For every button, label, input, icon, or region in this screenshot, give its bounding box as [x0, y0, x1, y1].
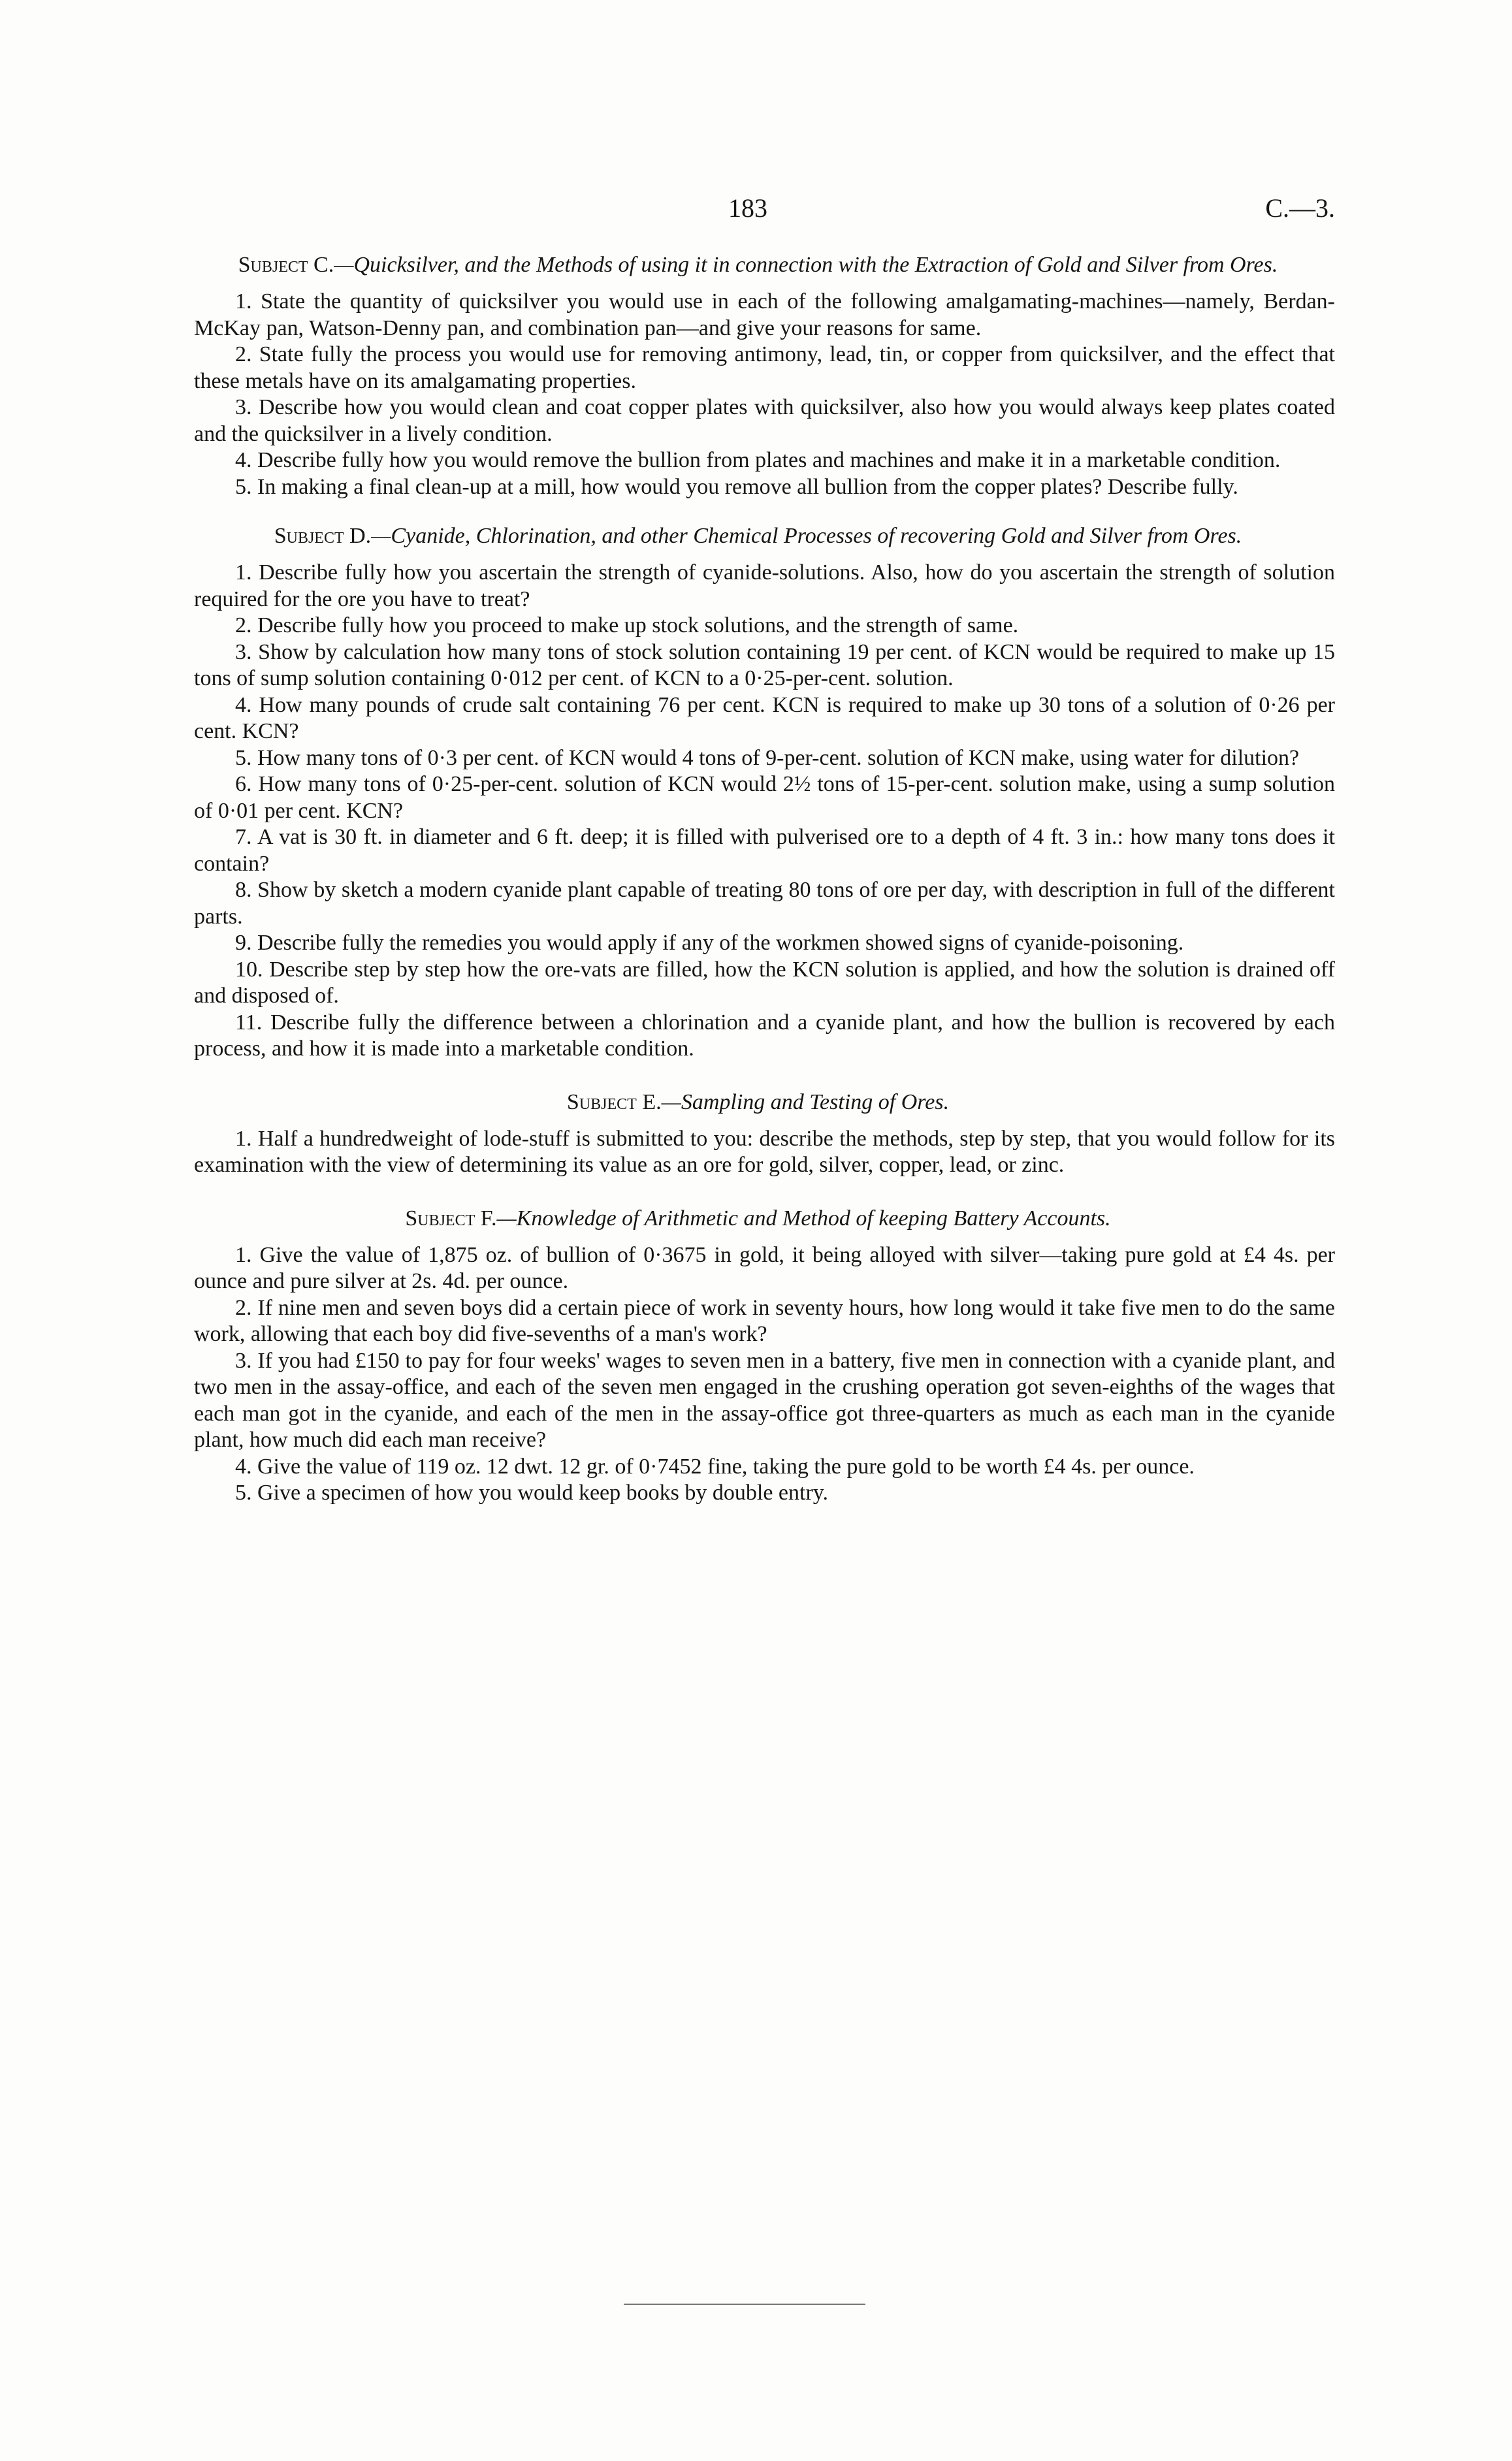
subject-f-section — [194, 1205, 1335, 1507]
subject-d-question-1: 1. Describe fully how you ascertain the strength of cyanide-solutions. Also, how do you ascertain the strength of solution required for the ore you have to treat? — [194, 560, 1335, 611]
subject-c-title: —Quicksilver, and the Methods of using it in connection with the Extraction of Gold and Silver from Ores. — [334, 253, 1278, 277]
subject-d-question-6: 6. How many tons of 0·25-per-cent. solution of KCN would 2½ tons of 15-per-cent. solution make, using a sump solution of 0·01 per cent. KCN? — [194, 772, 1335, 823]
subject-d-question-10: 10. Describe step by step how the ore-vats are filled, how the KCN solution is applied, and how the solution is drained off and disposed of. — [194, 957, 1335, 1008]
document-page — [194, 193, 1335, 1507]
subject-f-heading — [194, 1205, 1335, 1232]
subject-d-question-11: 11. Describe fully the difference between a chlorination and a cyanide plant, and how the bullion is recovered by each process, and how it is made into a marketable condition. — [194, 1010, 1335, 1061]
subject-d-question-9: 9. Describe fully the remedies you would apply if any of the workmen showed signs of cyanide-poisoning. — [235, 931, 1184, 955]
subject-d-section — [194, 523, 1335, 1063]
subject-c-question-5: 5. In making a final clean-up at a mill, how would you remove all bullion from the copper plates? Describe fully. — [235, 474, 1238, 499]
subject-f-label: Subject F. — [405, 1206, 497, 1230]
subject-c-question-4: 4. Describe fully how you would remove the bullion from plates and machines and make it in a marketable condition. — [235, 448, 1281, 472]
subject-d-question-5: 5. How many tons of 0·3 per cent. of KCN would 4 tons of 9-per-cent. solution of KCN make, using water for dilution? — [235, 745, 1300, 770]
subject-c-section — [194, 251, 1335, 500]
page-header — [194, 193, 1335, 232]
subject-c-question-2: 2. State fully the process you would use for removing antimony, lead, tin, or copper from quicksilver, and the effect that these metals have on its amalgamating properties. — [194, 342, 1335, 393]
page-reference: C.—3. — [1265, 193, 1335, 223]
subject-c-question-1: 1. State the quantity of quicksilver you would use in each of the following amalgamating-machines—namely, Berdan-McKay pan, Watson-Denny pan, and combination pan—and give your reasons for same. — [194, 289, 1335, 340]
subject-c-label: Subject C. — [238, 253, 334, 277]
subject-f-question-1: 1. Give the value of 1,875 oz. of bullion of 0·3675 in gold, it being alloyed with silver—taking pure gold at £4 4s. per ounce and pure silver at 2s. 4d. per ounce. — [194, 1242, 1335, 1293]
subject-f-question-4: 4. Give the value of 119 oz. 12 dwt. 12 gr. of 0·7452 fine, taking the pure gold to be worth £4 4s. per ounce. — [235, 1454, 1195, 1479]
subject-d-question-2: 2. Describe fully how you proceed to make up stock solutions, and the strength of same. — [235, 613, 1019, 637]
subject-f-question-5: 5. Give a specimen of how you would keep books by double entry. — [235, 1481, 829, 1505]
subject-f-question-2: 2. If nine men and seven boys did a certain piece of work in seventy hours, how long would it take five men to do the same work, allowing that each boy did five-sevenths of a man's work? — [194, 1295, 1335, 1346]
subject-f-title: —Knowledge of Arithmetic and Method of keeping Battery Accounts. — [496, 1206, 1111, 1230]
subject-e-label: Subject E. — [566, 1089, 662, 1114]
page-number: 183 — [728, 193, 767, 223]
subject-c-heading — [194, 251, 1335, 278]
subject-d-label: Subject D. — [274, 524, 372, 548]
subject-e-heading — [194, 1089, 1335, 1116]
subject-c-question-3: 3. Describe how you would clean and coat copper plates with quicksilver, also how you would always keep plates coated and the quicksilver in a lively condition. — [194, 395, 1335, 446]
subject-e-title: —Sampling and Testing of Ores. — [661, 1089, 950, 1114]
subject-d-title: —Cyanide, Chlorination, and other Chemical Processes of recovering Gold and Silver from Ores. — [371, 524, 1242, 548]
subject-e-question-1: 1. Half a hundredweight of lode-stuff is submitted to you: describe the methods, step by step, that you would follow for its examination with the view of determining its value as an ore for gold, silver, copper, lead, or zinc. — [194, 1126, 1335, 1177]
subject-d-question-8: 8. Show by sketch a modern cyanide plant capable of treating 80 tons of ore per day, with description in full of the different parts. — [194, 878, 1335, 929]
subject-d-question-7: 7. A vat is 30 ft. in diameter and 6 ft. deep; it is filled with pulverised ore to a depth of 4 ft. 3 in.: how many tons does it contain? — [194, 825, 1335, 876]
subject-d-question-3: 3. Show by calculation how many tons of stock solution containing 19 per cent. of KCN would be required to make up 15 tons of sump solution containing 0·012 per cent. of KCN to a 0·25-per-cent. solution. — [194, 639, 1335, 690]
closing-rule — [624, 2304, 865, 2305]
subject-e-section — [194, 1089, 1335, 1179]
subject-f-question-3: 3. If you had £150 to pay for four weeks' wages to seven men in a battery, five men in connection with a cyanide plant, and two men in the assay-office, and each of the seven men engaged in the crushing operation got seven-eighths of the wages that each man got in the cyanide, and each of the men in the assay-office got three-quarters as much as each man in the cyanide plant, how much did each man receive? — [194, 1348, 1335, 1452]
subject-d-question-4: 4. How many pounds of crude salt containing 76 per cent. KCN is required to make up 30 tons of a solution of 0·26 per cent. KCN? — [194, 692, 1335, 743]
subject-d-heading — [194, 523, 1335, 549]
